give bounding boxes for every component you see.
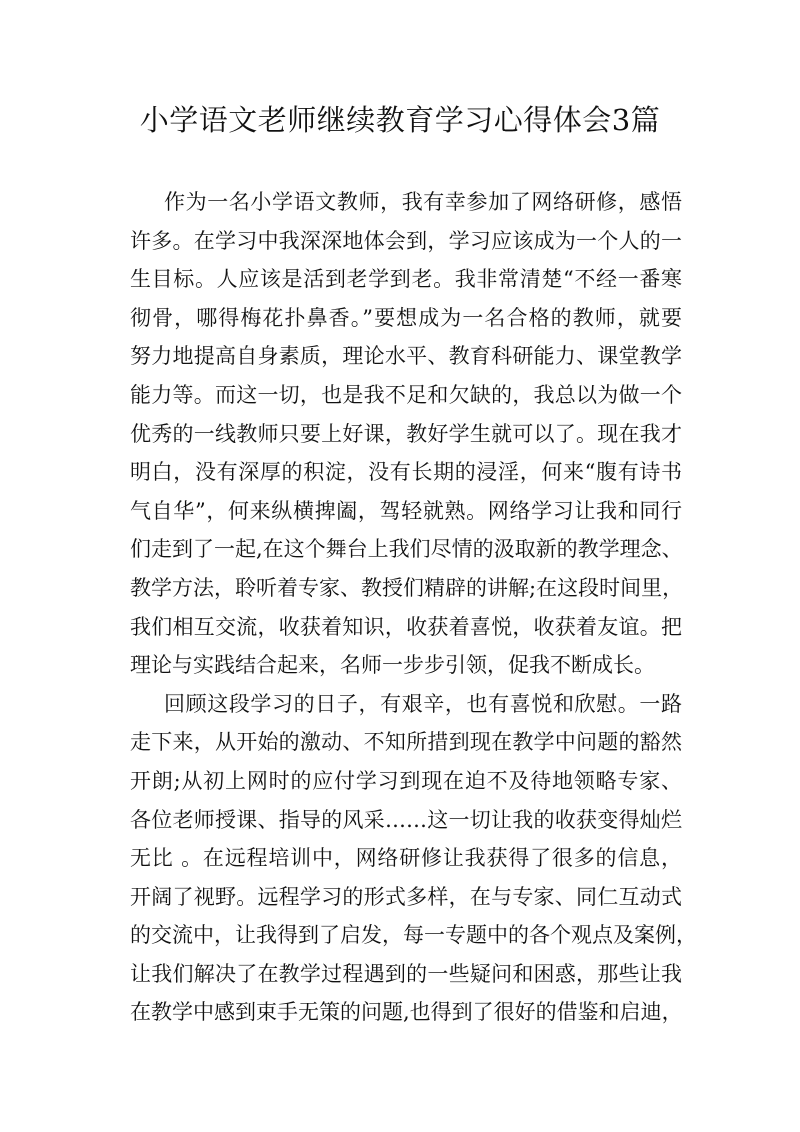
text-line: 在教学中感到束手无策的问题,也得到了很好的借鉴和启迪， [130,1000,683,1025]
text-line: 理论与实践结合起来，名师一步步引领，促我不断成长。 [130,653,655,678]
text-line: 努力地提高自身素质，理论水平、教育科研能力、课堂教学 [130,344,682,369]
text-line: 我们相互交流，收获着知识，收获着喜悦，收获着友谊。把 [130,614,682,639]
text-line: 生目标。人应该是活到老学到老。我非常清楚“不经一番寒 [130,267,682,292]
text-line: 优秀的一线教师只要上好课，教好学生就可以了。现在我才 [130,421,682,446]
text-line: 无比 。在远程培训中，网络研修让我获得了很多的信息， [130,846,682,871]
text-line: 明白，没有深厚的积淀，没有长期的浸淫，何来“腹有诗书 [130,460,682,485]
text-line: 作为一名小学语文教师，我有幸参加了网络研修，感悟 [164,190,682,214]
document-title: 小学语文老师继续教育学习心得体会3篇 [139,103,661,137]
text-line: 回顾这段学习的日子，有艰辛，也有喜悦和欣慰。一路 [164,691,682,716]
document-body [130,183,697,1032]
text-line: 让我们解决了在教学过程遇到的一些疑问和困惑，那些让我 [130,961,682,986]
text-line: 各位老师授课、指导的风采……这一切让我的收获变得灿烂 [130,807,682,832]
text-line: 的交流中，让我得到了启发，每一专题中的各个观点及案例， [130,923,697,948]
text-line: 开朗;从初上网时的应付学习到现在迫不及待地领略专家、 [130,768,682,793]
text-line: 开阔了视野。远程学习的形式多样，在与专家、同仁互动式 [130,884,682,909]
text-line: 气自华”，何来纵横捭阖，驾轻就熟。网络学习让我和同行 [130,498,682,523]
text-line: 能力等。而这一切，也是我不足和欠缺的，我总以为做一个 [130,382,682,407]
paragraph-1 [130,183,682,685]
text-line: 彻骨，哪得梅花扑鼻香。”要想成为一名合格的教师，就要 [130,305,682,330]
text-line: 许多。在学习中我深深地体会到，学习应该成为一个人的一 [130,228,682,253]
text-line: 走下来，从开始的激动、不知所措到现在教学中问题的豁然 [130,730,682,755]
text-line: 教学方法，聆听着专家、教授们精辟的讲解;在这段时间里， [130,575,684,600]
text-line: 们走到了一起,在这个舞台上我们尽情的汲取新的教学理念、 [130,537,683,562]
paragraph-2 [130,685,697,1032]
